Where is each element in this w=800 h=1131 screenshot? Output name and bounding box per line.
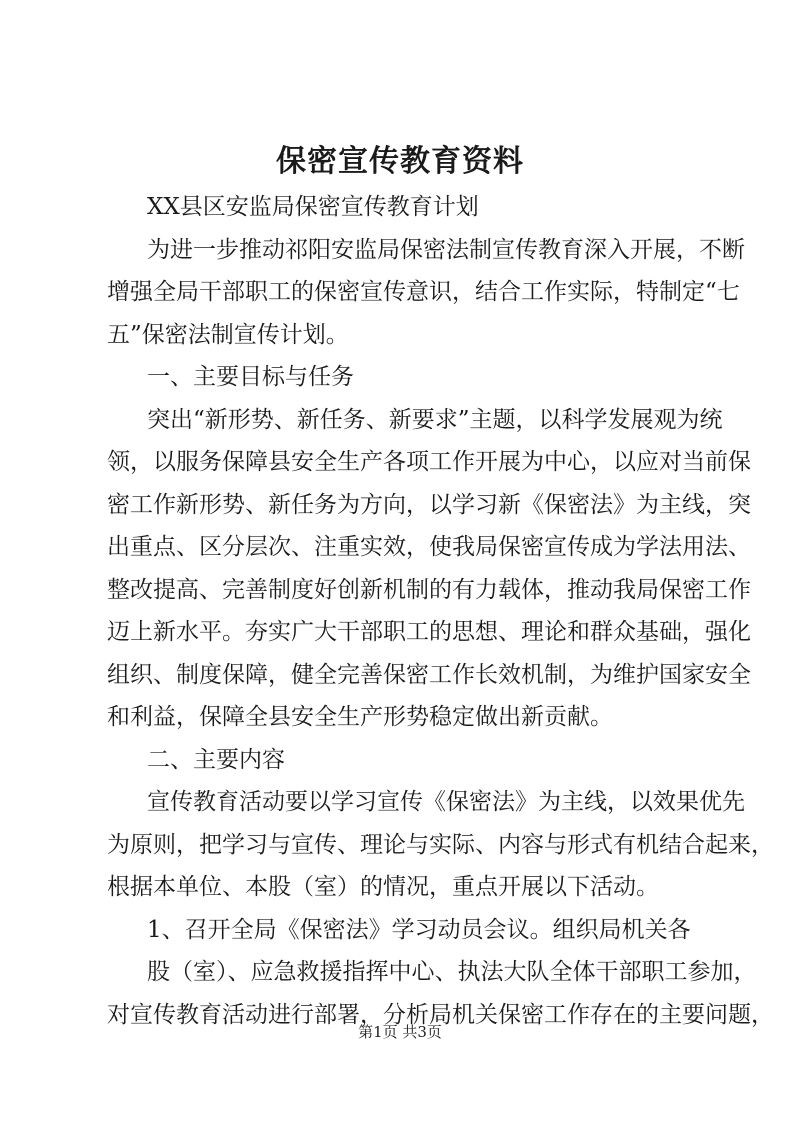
text-line: 对宣传教育活动进行部署，分析局机关保密工作存在的主要问题， — [107, 1001, 774, 1028]
text-line: 整改提高、完善制度好创新机制的有力载体，推动我局保密工作 — [107, 576, 751, 603]
text-line: 领，以服务保障县安全生产各项工作开展为中心，以应对当前保 — [107, 449, 751, 475]
text-line: 组织、制度保障，健全完善保密工作长效机制，为维护国家安全 — [107, 661, 751, 688]
text-line: XX县区安监局保密宣传教育计划 — [147, 194, 479, 220]
text-line: 根据本单位、本股（室）的情况，重点开展以下活动。 — [107, 874, 659, 900]
text-line: 迈上新水平。夯实广大干部职工的思想、理论和群众基础，强化 — [107, 619, 751, 645]
text-line: 和利益，保障全县安全生产形势稳定做出新贡献。 — [107, 704, 613, 730]
document-body — [107, 186, 774, 1036]
text-line: 出重点、区分层次、注重实效，使我局保密宣传成为学法用法、 — [107, 534, 751, 560]
text-line: 为原则，把学习与宣传、理论与实际、内容与形式有机结合起来， — [107, 831, 774, 858]
text-line: 密工作新形势、新任务为方向，以学习新《保密法》为主线，突 — [107, 491, 751, 518]
text-line: 增强全局干部职工的保密宣传意识，结合工作实际，特制定“七 — [107, 279, 740, 305]
text-line: 突出“新形势、新任务、新要求”主题，以科学发展观为统 — [147, 406, 723, 433]
text-line: 五”保密法制宣传计划。 — [107, 321, 349, 348]
page-indicator: 第1页 共3页 — [358, 1023, 442, 1041]
text-line: 宣传教育活动要以学习宣传《保密法》为主线，以效果优先 — [147, 789, 745, 815]
text-line: 1、召开全局《保密法》学习动员会议。组织局机关各 — [147, 916, 691, 943]
text-line: 股（室）、应急救援指挥中心、执法大队全体干部职工参加， — [147, 959, 757, 985]
page-title: 保密宣传教育资料 — [276, 144, 524, 179]
text-line: 为进一步推动祁阳安监局保密法制宣传教育深入开展，不断 — [147, 236, 745, 263]
text-line: 二、主要内容 — [147, 746, 285, 773]
text-line: 一、主要目标与任务 — [147, 364, 354, 390]
